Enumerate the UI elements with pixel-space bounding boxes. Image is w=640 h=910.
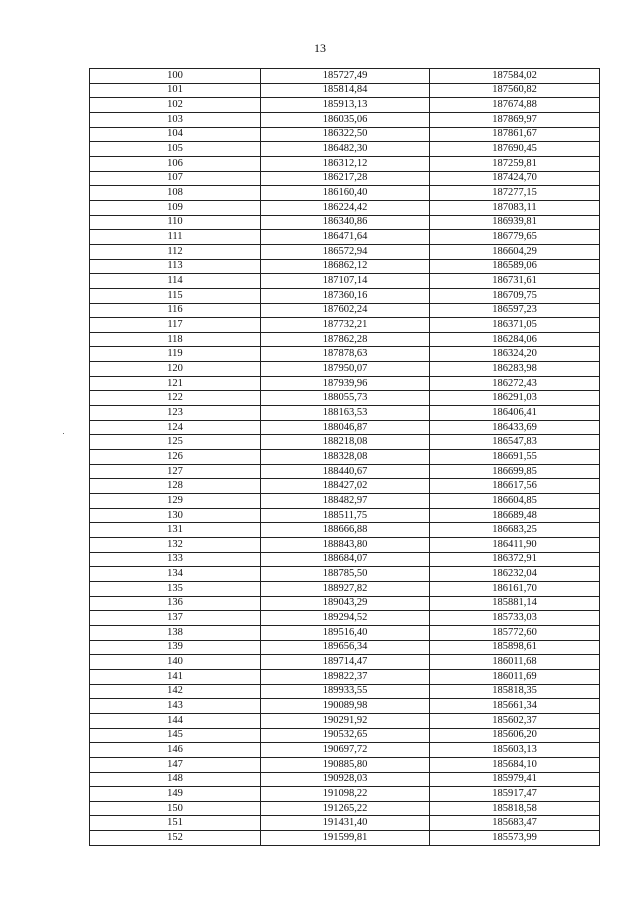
point-number-cell: 100 [90, 69, 261, 84]
coordinate-x-cell: 187939,96 [261, 376, 430, 391]
point-number-cell: 112 [90, 244, 261, 259]
coordinate-y-cell: 186406,41 [430, 406, 600, 421]
point-number-cell: 152 [90, 831, 261, 846]
coordinate-x-cell: 187950,07 [261, 362, 430, 377]
point-number-cell: 144 [90, 713, 261, 728]
coordinate-x-cell: 187360,16 [261, 288, 430, 303]
point-number-cell: 141 [90, 669, 261, 684]
coordinate-x-cell: 188684,07 [261, 552, 430, 567]
point-number-cell: 120 [90, 362, 261, 377]
table-row [90, 596, 600, 611]
point-number-cell: 133 [90, 552, 261, 567]
table-row [90, 142, 600, 157]
table-row [90, 450, 600, 465]
coordinate-y-cell: 186731,61 [430, 274, 600, 289]
coordinate-x-cell: 187107,14 [261, 274, 430, 289]
coordinate-y-cell: 185917,47 [430, 787, 600, 802]
point-number-cell: 116 [90, 303, 261, 318]
table-row [90, 259, 600, 274]
table-row [90, 831, 600, 846]
coordinate-y-cell: 186433,69 [430, 420, 600, 435]
table-row [90, 567, 600, 582]
coordinate-y-cell: 187674,88 [430, 98, 600, 113]
table-row [90, 98, 600, 113]
point-number-cell: 129 [90, 494, 261, 509]
coordinate-x-cell: 188427,02 [261, 479, 430, 494]
coordinate-x-cell: 187732,21 [261, 318, 430, 333]
coordinate-x-cell: 189714,47 [261, 655, 430, 670]
table-row [90, 684, 600, 699]
point-number-cell: 121 [90, 376, 261, 391]
coordinate-y-cell: 187861,67 [430, 127, 600, 142]
coordinate-y-cell: 186324,20 [430, 347, 600, 362]
point-number-cell: 148 [90, 772, 261, 787]
coordinate-y-cell: 185683,47 [430, 816, 600, 831]
coordinate-y-cell: 186699,85 [430, 464, 600, 479]
table-row [90, 186, 600, 201]
coordinate-y-cell: 187259,81 [430, 156, 600, 171]
point-number-cell: 128 [90, 479, 261, 494]
coordinate-x-cell: 186322,50 [261, 127, 430, 142]
table-row [90, 552, 600, 567]
coordinate-x-cell: 191098,22 [261, 787, 430, 802]
point-number-cell: 117 [90, 318, 261, 333]
table-row [90, 156, 600, 171]
point-number-cell: 126 [90, 450, 261, 465]
coordinate-y-cell: 185573,99 [430, 831, 600, 846]
table-row [90, 816, 600, 831]
table-row [90, 376, 600, 391]
table-row [90, 625, 600, 640]
table-row [90, 83, 600, 98]
coordinate-y-cell: 187424,70 [430, 171, 600, 186]
point-number-cell: 104 [90, 127, 261, 142]
coordinate-x-cell: 186035,06 [261, 112, 430, 127]
coordinate-x-cell: 190291,92 [261, 713, 430, 728]
point-number-cell: 136 [90, 596, 261, 611]
coordinate-x-cell: 188163,53 [261, 406, 430, 421]
table-row [90, 112, 600, 127]
coordinate-y-cell: 187869,97 [430, 112, 600, 127]
point-number-cell: 118 [90, 332, 261, 347]
table-row [90, 757, 600, 772]
coordinate-x-cell: 188055,73 [261, 391, 430, 406]
coordinate-x-cell: 191265,22 [261, 801, 430, 816]
coordinate-x-cell: 189516,40 [261, 625, 430, 640]
point-number-cell: 139 [90, 640, 261, 655]
table-row [90, 508, 600, 523]
coordinate-x-cell: 186312,12 [261, 156, 430, 171]
table-row [90, 303, 600, 318]
coordinate-y-cell: 186272,43 [430, 376, 600, 391]
coordinate-y-cell: 186283,98 [430, 362, 600, 377]
coordinate-y-cell: 186011,69 [430, 669, 600, 684]
coordinate-y-cell: 186779,65 [430, 230, 600, 245]
point-number-cell: 115 [90, 288, 261, 303]
table-row [90, 713, 600, 728]
point-number-cell: 151 [90, 816, 261, 831]
coordinate-x-cell: 188843,80 [261, 538, 430, 553]
coordinate-x-cell: 189043,29 [261, 596, 430, 611]
table-row [90, 464, 600, 479]
coordinate-y-cell: 186547,83 [430, 435, 600, 450]
table-row [90, 288, 600, 303]
coordinate-y-cell: 186683,25 [430, 523, 600, 538]
coordinate-y-cell: 185602,37 [430, 713, 600, 728]
coordinate-y-cell: 185733,03 [430, 611, 600, 626]
point-number-cell: 105 [90, 142, 261, 157]
coordinate-x-cell: 189294,52 [261, 611, 430, 626]
table-row [90, 581, 600, 596]
coordinate-y-cell: 186589,06 [430, 259, 600, 274]
coordinate-x-cell: 188440,67 [261, 464, 430, 479]
coordinate-x-cell: 189933,55 [261, 684, 430, 699]
coordinate-y-cell: 186689,48 [430, 508, 600, 523]
table-row [90, 611, 600, 626]
table-row [90, 669, 600, 684]
coordinate-y-cell: 186617,56 [430, 479, 600, 494]
point-number-cell: 107 [90, 171, 261, 186]
table-row [90, 640, 600, 655]
point-number-cell: 125 [90, 435, 261, 450]
table-row [90, 332, 600, 347]
coordinate-x-cell: 187862,28 [261, 332, 430, 347]
coordinate-y-cell: 185979,41 [430, 772, 600, 787]
point-number-cell: 134 [90, 567, 261, 582]
coordinates-table-container [89, 68, 599, 846]
table-row [90, 787, 600, 802]
coordinate-y-cell: 186939,81 [430, 215, 600, 230]
point-number-cell: 146 [90, 743, 261, 758]
table-row [90, 743, 600, 758]
coordinates-table [89, 68, 600, 846]
table-row [90, 494, 600, 509]
table-row [90, 801, 600, 816]
table-row [90, 215, 600, 230]
table-row [90, 728, 600, 743]
point-number-cell: 137 [90, 611, 261, 626]
scan-speck [63, 433, 64, 434]
table-row [90, 523, 600, 538]
coordinate-x-cell: 188666,88 [261, 523, 430, 538]
table-row [90, 127, 600, 142]
point-number-cell: 138 [90, 625, 261, 640]
coordinate-y-cell: 186232,04 [430, 567, 600, 582]
coordinate-x-cell: 185727,49 [261, 69, 430, 84]
coordinate-y-cell: 186411,90 [430, 538, 600, 553]
point-number-cell: 145 [90, 728, 261, 743]
point-number-cell: 102 [90, 98, 261, 113]
point-number-cell: 127 [90, 464, 261, 479]
table-row [90, 244, 600, 259]
coordinate-y-cell: 186709,75 [430, 288, 600, 303]
coordinate-x-cell: 190928,03 [261, 772, 430, 787]
point-number-cell: 119 [90, 347, 261, 362]
coordinate-x-cell: 186340,86 [261, 215, 430, 230]
point-number-cell: 122 [90, 391, 261, 406]
table-row [90, 772, 600, 787]
point-number-cell: 132 [90, 538, 261, 553]
coordinate-y-cell: 185818,35 [430, 684, 600, 699]
point-number-cell: 150 [90, 801, 261, 816]
table-row [90, 655, 600, 670]
point-number-cell: 106 [90, 156, 261, 171]
coordinate-x-cell: 185913,13 [261, 98, 430, 113]
point-number-cell: 114 [90, 274, 261, 289]
page-number: 13 [314, 41, 326, 55]
coordinate-x-cell: 186224,42 [261, 200, 430, 215]
coordinate-y-cell: 185684,10 [430, 757, 600, 772]
coordinate-x-cell: 188218,08 [261, 435, 430, 450]
point-number-cell: 103 [90, 112, 261, 127]
coordinate-x-cell: 189656,34 [261, 640, 430, 655]
coordinate-y-cell: 186161,70 [430, 581, 600, 596]
coordinate-x-cell: 189822,37 [261, 669, 430, 684]
coordinate-y-cell: 186291,03 [430, 391, 600, 406]
coordinate-y-cell: 185898,61 [430, 640, 600, 655]
coordinate-x-cell: 188927,82 [261, 581, 430, 596]
coordinate-y-cell: 186691,55 [430, 450, 600, 465]
point-number-cell: 130 [90, 508, 261, 523]
table-row [90, 200, 600, 215]
point-number-cell: 123 [90, 406, 261, 421]
coordinate-y-cell: 185661,34 [430, 699, 600, 714]
coordinate-y-cell: 187560,82 [430, 83, 600, 98]
coordinate-x-cell: 190697,72 [261, 743, 430, 758]
coordinate-y-cell: 185818,58 [430, 801, 600, 816]
point-number-cell: 147 [90, 757, 261, 772]
point-number-cell: 124 [90, 420, 261, 435]
point-number-cell: 109 [90, 200, 261, 215]
coordinate-y-cell: 185603,13 [430, 743, 600, 758]
table-row [90, 420, 600, 435]
coordinate-x-cell: 187602,24 [261, 303, 430, 318]
coordinate-x-cell: 186471,64 [261, 230, 430, 245]
coordinate-y-cell: 186604,29 [430, 244, 600, 259]
table-row [90, 479, 600, 494]
coordinate-y-cell: 186597,23 [430, 303, 600, 318]
coordinate-x-cell: 191599,81 [261, 831, 430, 846]
coordinate-y-cell: 186372,91 [430, 552, 600, 567]
coordinate-y-cell: 186604,85 [430, 494, 600, 509]
point-number-cell: 143 [90, 699, 261, 714]
point-number-cell: 110 [90, 215, 261, 230]
table-row [90, 699, 600, 714]
table-row [90, 391, 600, 406]
coordinate-x-cell: 186160,40 [261, 186, 430, 201]
coordinate-x-cell: 188511,75 [261, 508, 430, 523]
table-row [90, 406, 600, 421]
coordinate-x-cell: 186217,28 [261, 171, 430, 186]
coordinate-x-cell: 190089,98 [261, 699, 430, 714]
coordinate-y-cell: 185606,20 [430, 728, 600, 743]
coordinate-x-cell: 188046,87 [261, 420, 430, 435]
table-row [90, 274, 600, 289]
coordinate-x-cell: 187878,63 [261, 347, 430, 362]
coordinate-y-cell: 187277,15 [430, 186, 600, 201]
table-row [90, 171, 600, 186]
coordinate-y-cell: 187083,11 [430, 200, 600, 215]
table-row [90, 69, 600, 84]
table-row [90, 230, 600, 245]
point-number-cell: 101 [90, 83, 261, 98]
coordinate-y-cell: 186371,05 [430, 318, 600, 333]
point-number-cell: 135 [90, 581, 261, 596]
coordinate-x-cell: 185814,84 [261, 83, 430, 98]
point-number-cell: 113 [90, 259, 261, 274]
coordinate-y-cell: 187690,45 [430, 142, 600, 157]
point-number-cell: 140 [90, 655, 261, 670]
coordinate-x-cell: 191431,40 [261, 816, 430, 831]
coordinate-x-cell: 190532,65 [261, 728, 430, 743]
point-number-cell: 111 [90, 230, 261, 245]
coordinate-x-cell: 188785,50 [261, 567, 430, 582]
point-number-cell: 131 [90, 523, 261, 538]
table-row [90, 435, 600, 450]
coordinates-table-body [90, 69, 600, 846]
table-row [90, 347, 600, 362]
table-row [90, 362, 600, 377]
coordinate-x-cell: 186572,94 [261, 244, 430, 259]
coordinate-x-cell: 188328,08 [261, 450, 430, 465]
coordinate-x-cell: 186482,30 [261, 142, 430, 157]
coordinate-x-cell: 186862,12 [261, 259, 430, 274]
point-number-cell: 108 [90, 186, 261, 201]
coordinate-x-cell: 190885,80 [261, 757, 430, 772]
coordinate-y-cell: 186011,68 [430, 655, 600, 670]
coordinate-y-cell: 185881,14 [430, 596, 600, 611]
coordinate-y-cell: 186284,06 [430, 332, 600, 347]
coordinate-y-cell: 187584,02 [430, 69, 600, 84]
coordinate-y-cell: 185772,60 [430, 625, 600, 640]
table-row [90, 318, 600, 333]
point-number-cell: 149 [90, 787, 261, 802]
coordinate-x-cell: 188482,97 [261, 494, 430, 509]
table-row [90, 538, 600, 553]
point-number-cell: 142 [90, 684, 261, 699]
